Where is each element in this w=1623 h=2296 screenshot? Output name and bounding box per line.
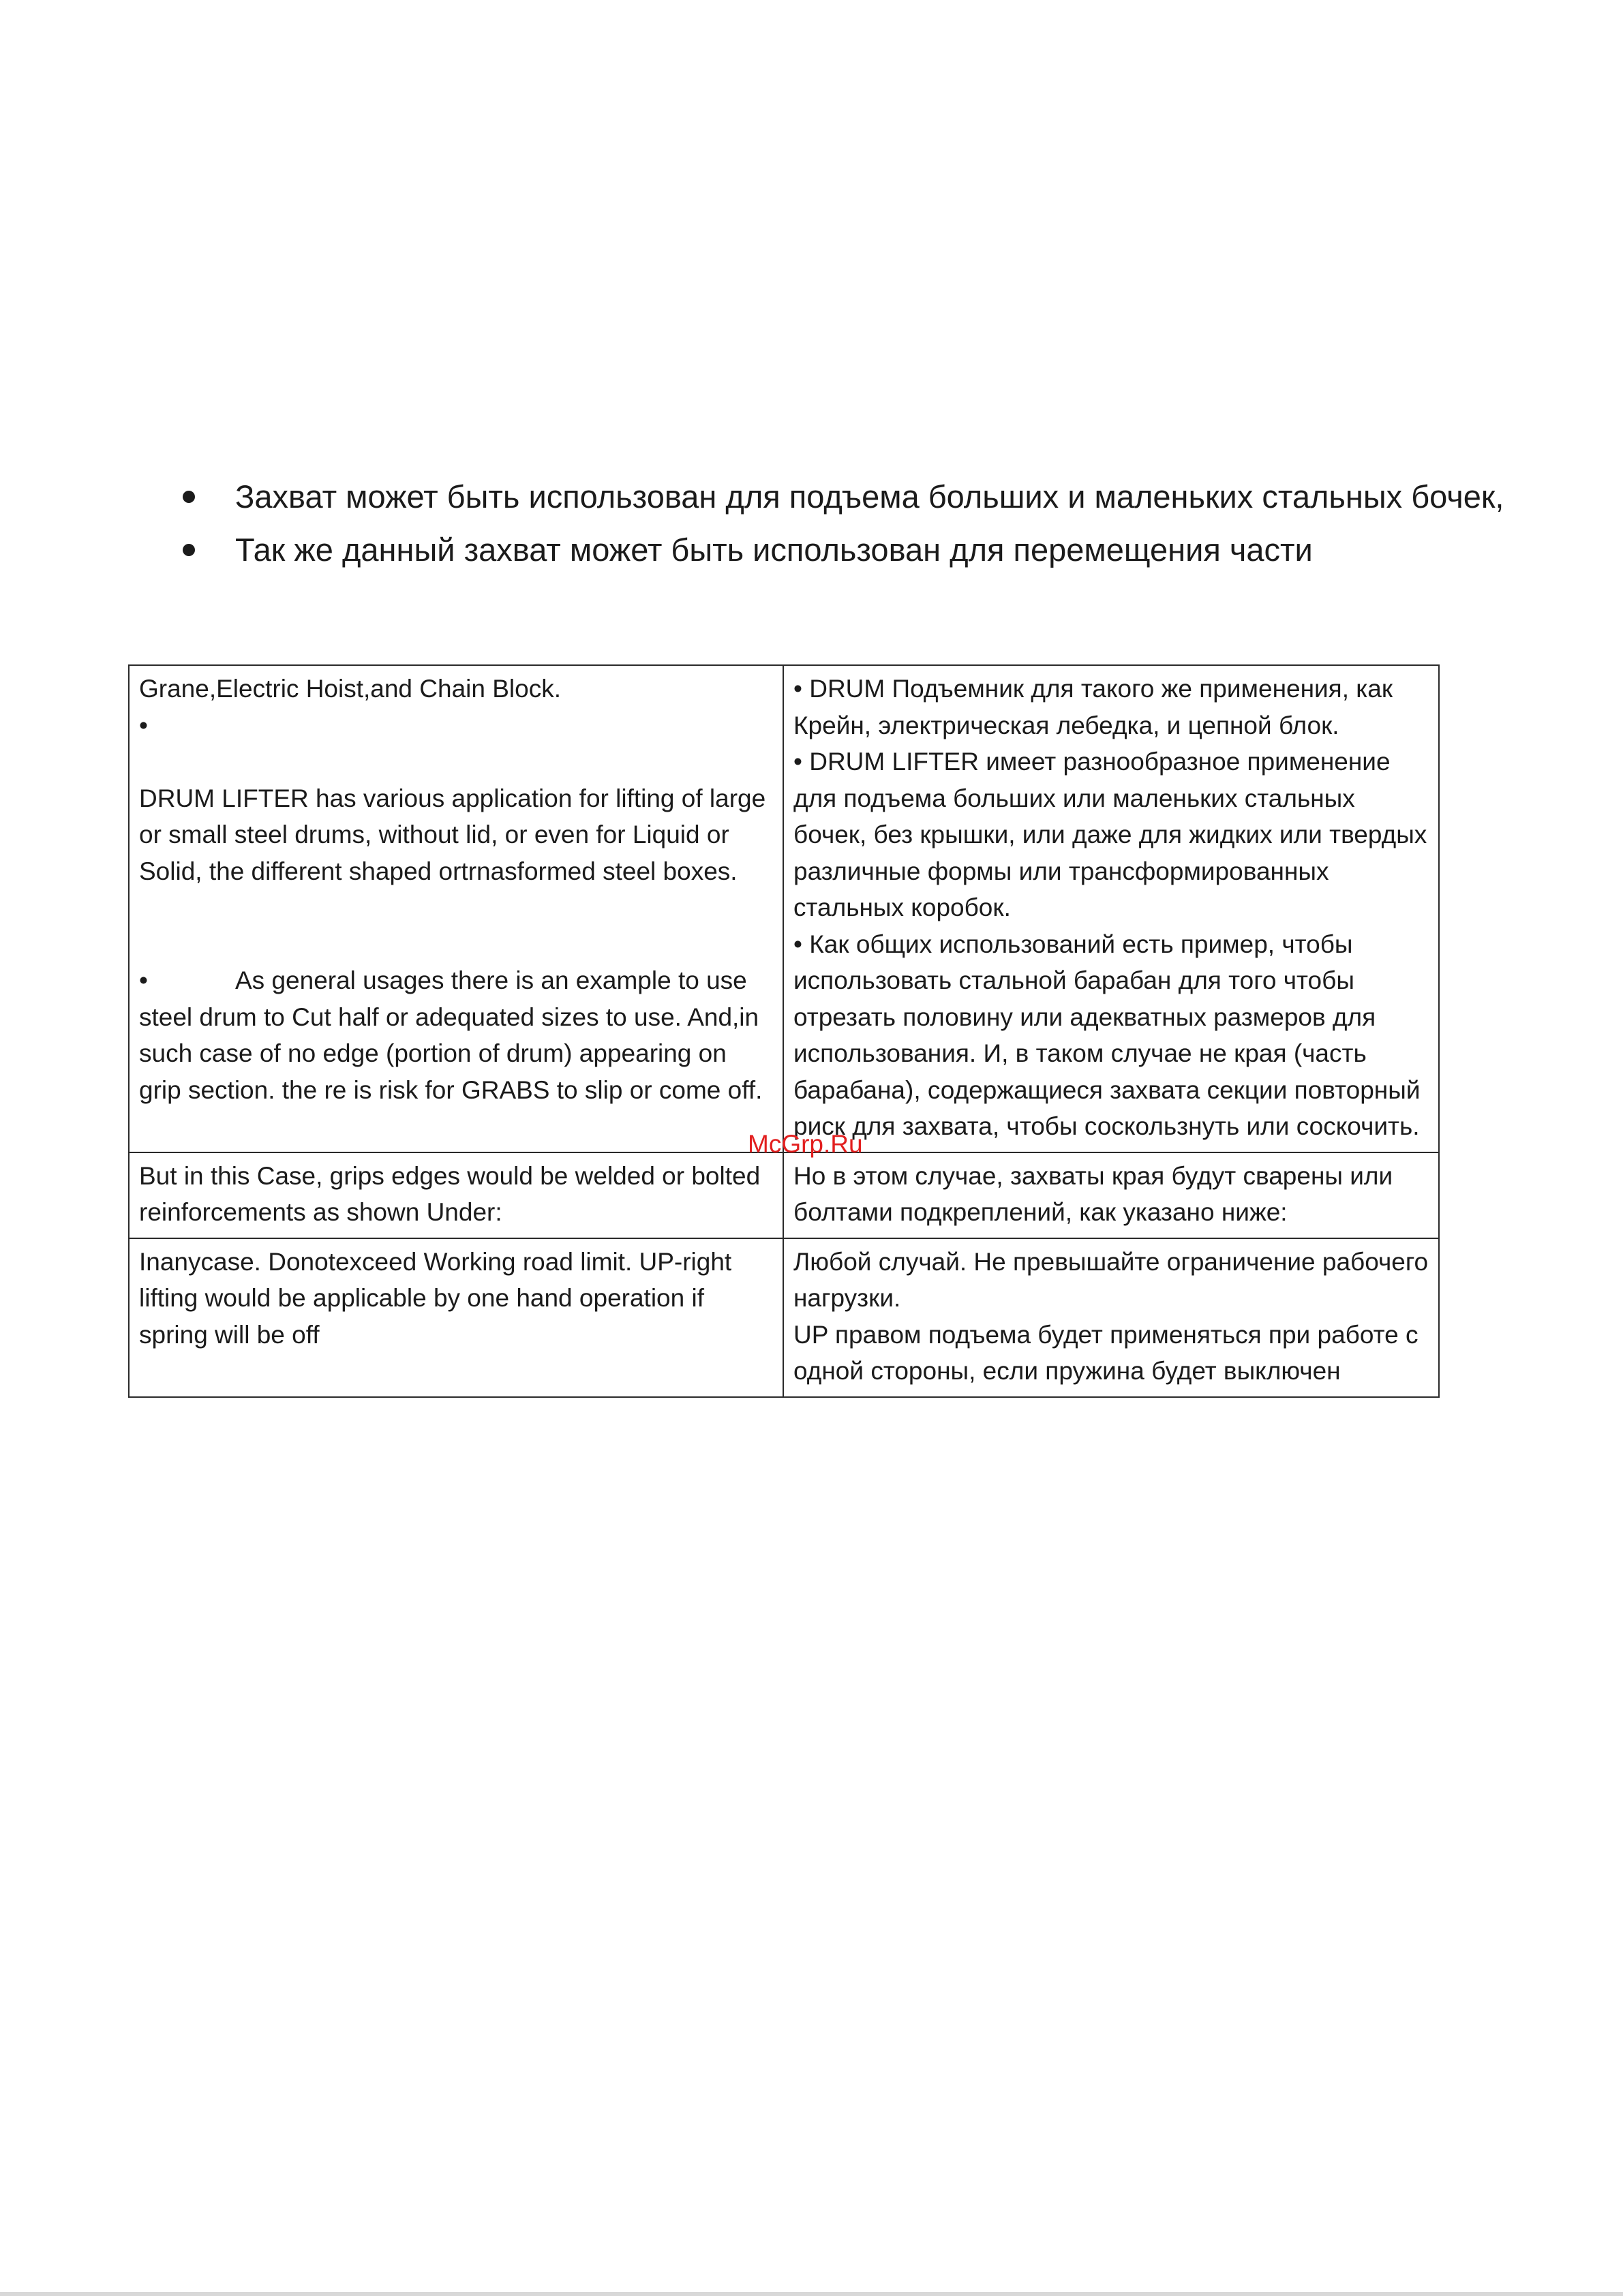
spacer <box>139 889 773 962</box>
bullet-item <box>183 470 1519 523</box>
cell-text: • DRUM LIFTER имеет разнообразное применение для подъема больших или маленьких стальных бочек, без крышки, или даже для жидких или твердых различные формы или трансформированных стальных коробок. <box>793 748 1427 921</box>
cell-bullet: • <box>139 711 148 739</box>
cell-bullet: • <box>139 966 148 994</box>
cell-text: DRUM LIFTER has various application for lifting of large or small steel drums, without lid, or even for Liquid or Solid, the different shaped ortrnasformed steel boxes. <box>139 784 766 885</box>
cell-text: Любой случай. Не превышайте ограничение рабочего нагрузки. <box>793 1247 1429 1312</box>
bullet-dot-icon <box>183 544 195 556</box>
table-row <box>129 665 1439 1152</box>
cell-text: Но в этом случае, захваты края будут сварены или болтами подкреплений, как указано ниже: <box>793 1161 1393 1226</box>
cell-text: • DRUM Подъемник для такого же применения, как Крейн, электрическая лебедка, и цепной блок. <box>793 675 1393 739</box>
table-row <box>129 1152 1439 1238</box>
cell-text-with-bullet <box>139 962 773 1108</box>
table-cell-russian <box>783 665 1439 1152</box>
table-cell-russian <box>783 1238 1439 1397</box>
translation-table <box>128 664 1440 1398</box>
cell-text: As general usages there is an example to use steel drum to Cut half or adequated sizes to use. And,in such case of no edge (portion of drum) appearing on grip section. the re is risk for GRABS to slip or come off. <box>139 966 763 1104</box>
bullet-item <box>183 523 1519 577</box>
cell-text: Inanycase. Donotexceed Working road limit. UP-right lifting would be applicable by one hand operation if spring will be off <box>139 1247 732 1349</box>
table-cell-russian <box>783 1152 1439 1238</box>
table-cell-english <box>129 665 783 1152</box>
bullet-list <box>183 470 1519 577</box>
cell-text: UP правом подъема будет применяться при работе с одной стороны, если пружина будет выключен <box>793 1320 1419 1385</box>
table-cell-english <box>129 1238 783 1397</box>
bullet-text: Так же данный захват может быть использован для перемещения части <box>235 532 1313 568</box>
cell-text: • Как общих использований есть пример, чтобы использовать стальной барабан для того чтобы отрезать половину или адекватных размеров для использования. И, в таком случае не края (часть барабана), содержащиеся захвата секции повторный риск для захвата, чтобы соскользнуть или соскочить. <box>793 930 1421 1140</box>
bullet-text: Захват может быть использован для подъема больших и маленьких стальных бочек, <box>235 478 1504 515</box>
table-row <box>129 1238 1439 1397</box>
scan-edge <box>0 2292 1623 2296</box>
cell-text: Grane,Electric Hoist,and Chain Block. <box>139 675 561 703</box>
bullet-dot-icon <box>183 491 195 503</box>
table-cell-english <box>129 1152 783 1238</box>
watermark: McGrp.Ru <box>748 1130 863 1158</box>
spacer <box>139 744 773 780</box>
cell-text: But in this Case, grips edges would be welded or bolted reinforcements as shown Under: <box>139 1161 761 1226</box>
